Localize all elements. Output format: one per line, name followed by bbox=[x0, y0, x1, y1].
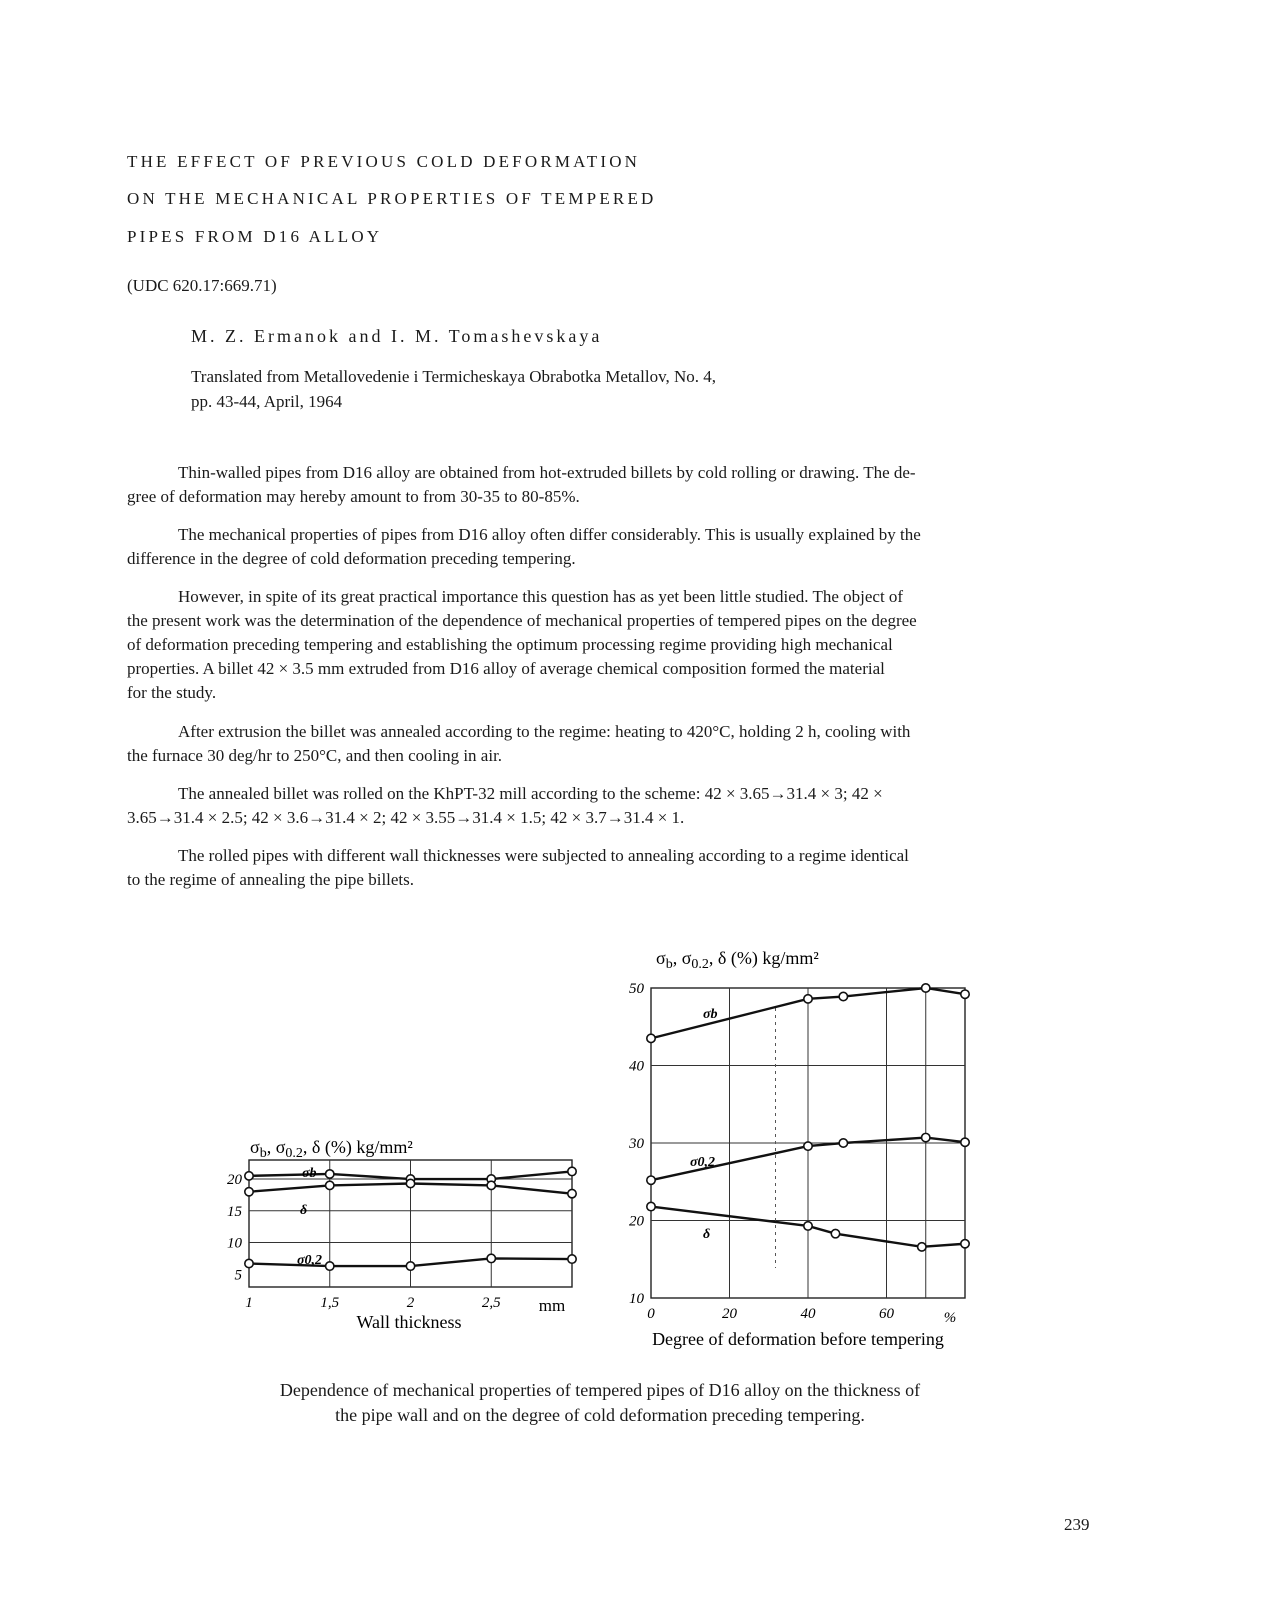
chart-1-data-point bbox=[568, 1167, 576, 1175]
paragraph-line: After extrusion the billet was annealed according to the regime: heating to 420°C, holding 2 h, cooling with bbox=[178, 722, 911, 741]
chart-1-series-line bbox=[249, 1258, 572, 1266]
chart-1-series-line bbox=[249, 1171, 572, 1179]
paragraph-line: to the regime of annealing the pipe billets. bbox=[127, 870, 415, 889]
translation-line: pp. 43-44, April, 1964 bbox=[191, 392, 343, 411]
chart-2-x-axis-title: Degree of deformation before tempering bbox=[652, 1329, 944, 1349]
chart-2-data-point bbox=[647, 1202, 655, 1210]
chart-1-frame bbox=[249, 1160, 572, 1287]
chart-2-series-line bbox=[651, 988, 965, 1038]
chart-2-data-point bbox=[839, 992, 847, 1000]
udc-code: (UDC 620.17:669.71) bbox=[127, 276, 277, 295]
paragraph-line: properties. A billet 42 × 3.5 mm extruded from D16 alloy of average chemical composition formed the material bbox=[127, 659, 885, 678]
chart-1-data-point bbox=[326, 1170, 334, 1178]
caption-line: Dependence of mechanical properties of tempered pipes of D16 alloy on the thickness of bbox=[279, 1380, 921, 1400]
chart-2-data-point bbox=[804, 1142, 812, 1150]
authors: M. Z. Ermanok and I. M. Tomashevskaya bbox=[191, 326, 603, 346]
chart-1-y-tick-label: 10 bbox=[227, 1235, 242, 1252]
chart-1-data-point bbox=[245, 1172, 253, 1180]
chart-1-y-tick-label: 15 bbox=[227, 1203, 242, 1220]
chart-2-y-tick-label: 50 bbox=[629, 981, 644, 997]
paragraph-4 bbox=[127, 720, 1102, 768]
chart-1-y-tick-label: 20 bbox=[227, 1172, 242, 1189]
chart-1-data-point bbox=[487, 1254, 495, 1262]
chart-1-data-point bbox=[406, 1175, 414, 1183]
chart-1-data-point bbox=[326, 1262, 334, 1270]
chart-2-data-point bbox=[831, 1229, 839, 1237]
paragraph-line: the present work was the determination of the dependence of mechanical properties of tempered pipes on the degree bbox=[127, 611, 917, 630]
chart-2-series-label: σ0,2 bbox=[690, 1155, 716, 1170]
chart-2-y-tick-label: 20 bbox=[629, 1213, 644, 1230]
paragraph-6 bbox=[127, 844, 1102, 892]
chart-2-y-tick-label: 40 bbox=[629, 1058, 644, 1075]
chart-1-data-point bbox=[326, 1181, 334, 1189]
chart-1-x-tick-label: 2 bbox=[406, 1295, 415, 1311]
chart-1-data-point bbox=[568, 1189, 576, 1197]
title-line-2: ON THE MECHANICAL PROPERTIES OF TEMPERED bbox=[127, 189, 657, 208]
chart-2-data-point bbox=[647, 1176, 655, 1184]
paragraph-line: 3.65→31.4 × 2.5; 42 × 3.6→31.4 × 2; 42 × 3.55→31.4 × 1.5; 42 × 3.7→31.4 × 1. bbox=[127, 808, 685, 827]
chart-1-x-tick-label: 1 bbox=[245, 1295, 253, 1311]
translation-line: Translated from Metallovedenie i Termicheskaya Obrabotka Metallov, No. 4, bbox=[191, 367, 717, 386]
chart-1-x-unit: mm bbox=[538, 1296, 566, 1315]
page-number: 239 bbox=[1064, 1515, 1090, 1534]
chart-2-data-point bbox=[804, 1222, 812, 1230]
figure-caption bbox=[200, 1378, 1000, 1428]
chart-1-series-label: σ0,2 bbox=[297, 1253, 323, 1268]
paragraph-line: The rolled pipes with different wall thicknesses were subjected to annealing according to a regime identical bbox=[178, 846, 909, 865]
chart-2-y-tick-label: 10 bbox=[629, 1291, 644, 1307]
chart-1-y-tick-label: 5 bbox=[234, 1267, 242, 1284]
chart-2-x-tick-label: 20 bbox=[722, 1306, 737, 1322]
chart-2-frame bbox=[651, 988, 965, 1298]
paragraph-line: for the study. bbox=[127, 683, 217, 702]
chart-2-x-tick-label: 60 bbox=[879, 1306, 894, 1322]
title-line-1: THE EFFECT OF PREVIOUS COLD DEFORMATION bbox=[127, 152, 641, 171]
chart-1-x-tick-label: 1,5 bbox=[320, 1295, 340, 1311]
chart-1-series-label: δ bbox=[300, 1203, 308, 1218]
chart-1-data-point bbox=[487, 1175, 495, 1183]
chart-1-series-label: σb bbox=[302, 1166, 317, 1181]
paragraph-line: However, in spite of its great practical importance this question has as yet been little studied. The object of bbox=[178, 587, 904, 606]
chart-1-data-point bbox=[245, 1188, 253, 1196]
chart-1-x-tick-label: 2,5 bbox=[481, 1295, 501, 1311]
caption-line: the pipe wall and on the degree of cold deformation preceding tempering. bbox=[335, 1405, 865, 1425]
chart-2-series-label: δ bbox=[703, 1227, 711, 1242]
chart-2-data-point bbox=[922, 984, 930, 992]
paragraph-line: difference in the degree of cold deformation preceding tempering. bbox=[127, 549, 576, 568]
chart-2-data-point bbox=[922, 1133, 930, 1141]
chart-2-x-tick-label: 0 bbox=[647, 1306, 655, 1322]
chart-1-series-line bbox=[249, 1183, 572, 1193]
chart-2-data-point bbox=[839, 1139, 847, 1147]
paragraph-line: gree of deformation may hereby amount to from 30-35 to 80-85%. bbox=[127, 487, 580, 506]
chart-1-data-point bbox=[406, 1262, 414, 1270]
chart-1-x-axis-title: Wall thickness bbox=[356, 1312, 462, 1332]
chart-2-y-axis-title: σb, σ0.2, δ (%) kg/mm² bbox=[656, 948, 819, 972]
chart-1-data-point bbox=[245, 1259, 253, 1267]
chart-1-data-point bbox=[568, 1255, 576, 1263]
chart-2-data-point bbox=[804, 995, 812, 1003]
paragraph-1 bbox=[127, 461, 1102, 509]
chart-1-data-point bbox=[406, 1179, 414, 1187]
chart-2-y-tick-label: 30 bbox=[629, 1136, 644, 1152]
paragraph-line: of deformation preceding tempering and establishing the optimum processing regime providing high mechanical bbox=[127, 635, 893, 654]
chart-2-data-point bbox=[647, 1034, 655, 1042]
chart-2-series-line bbox=[651, 1207, 965, 1247]
paragraph-2 bbox=[127, 523, 1102, 571]
chart-2-data-point bbox=[961, 990, 969, 998]
chart-2-x-unit: % bbox=[943, 1310, 957, 1326]
chart-1-data-point bbox=[487, 1181, 495, 1189]
chart-2-data-point bbox=[961, 1240, 969, 1248]
chart-2-series-label: σb bbox=[703, 1007, 718, 1022]
chart-1-y-axis-title: σb, σ0.2, δ (%) kg/mm² bbox=[250, 1137, 413, 1161]
paragraph-line: Thin-walled pipes from D16 alloy are obtained from hot-extruded billets by cold rolling or drawing. The de- bbox=[178, 463, 916, 482]
chart-2-data-point bbox=[961, 1138, 969, 1146]
title-line-3: PIPES FROM D16 ALLOY bbox=[127, 227, 383, 246]
chart-2-series-line bbox=[651, 1138, 965, 1181]
chart-2-data-point bbox=[918, 1243, 926, 1251]
chart-2-x-tick-label: 40 bbox=[800, 1306, 816, 1322]
paragraph-3 bbox=[127, 585, 1102, 705]
paragraph-line: The mechanical properties of pipes from D16 alloy often differ considerably. This is usually explained by the bbox=[178, 525, 921, 544]
paragraph-line: the furnace 30 deg/hr to 250°C, and then cooling in air. bbox=[127, 746, 503, 765]
paragraph-5 bbox=[127, 782, 1102, 830]
translation-note bbox=[191, 364, 716, 414]
paragraph-line: The annealed billet was rolled on the KhPT-32 mill according to the scheme: 42 × 3.65→31.4 × 3; 42 × bbox=[178, 784, 883, 803]
